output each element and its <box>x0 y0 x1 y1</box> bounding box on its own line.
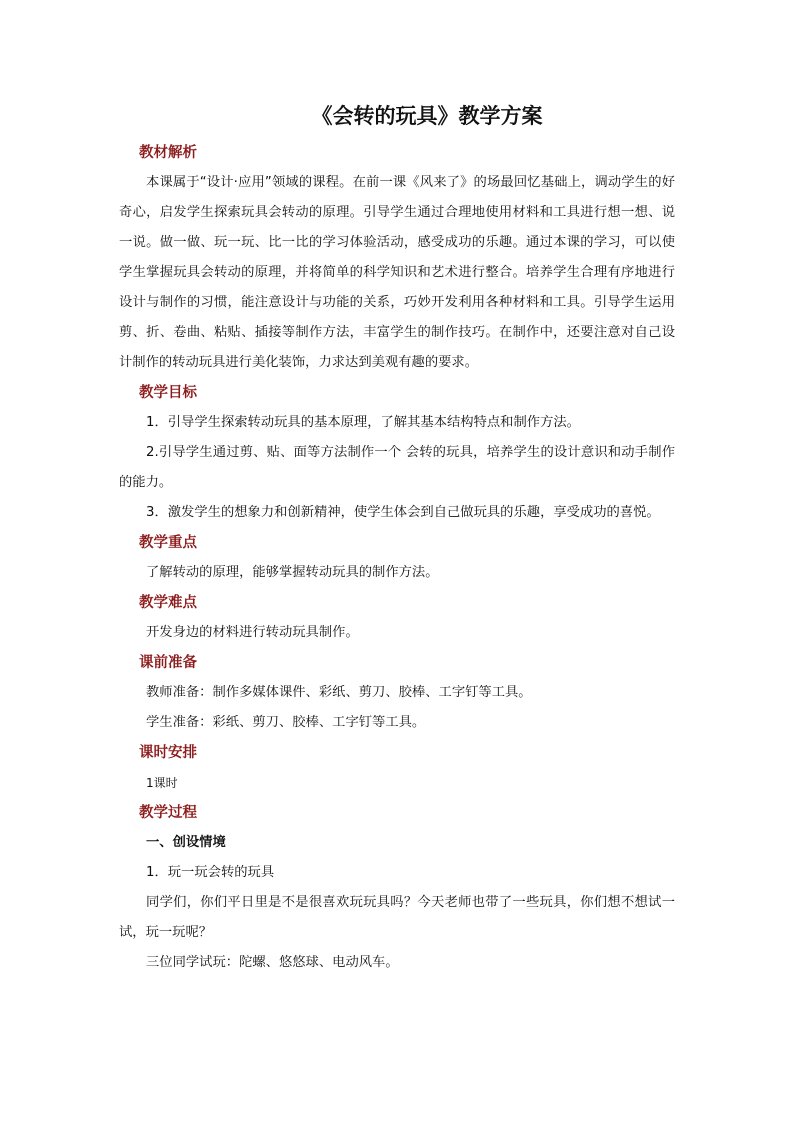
goal-item-1: 1．引导学生探索转动玩具的基本原理，了解其基本结构特点和制作方法。 <box>146 415 580 430</box>
heading-difficulties: 教学难点 <box>139 595 197 611</box>
paragraph-teacher-prep: 教师准备：制作多媒体课件、彩纸、剪刀、胶棒、工字钉等工具。 <box>146 685 532 700</box>
paragraph-schedule: 1课时 <box>146 776 178 790</box>
goal-item-2: 2.引导学生通过剪、贴、面等方法制作一个 会转的玩具，培养学生的设计意识和动手制作的能力。 <box>119 445 675 490</box>
subheading-create-scene: 一、创设情境 <box>146 835 226 850</box>
paragraph-student-prep: 学生准备：彩纸、剪刀、胶棒、工字钉等工具。 <box>146 715 426 730</box>
heading-textbook-analysis: 教材解析 <box>139 145 197 161</box>
paragraph-difficulties: 开发身边的材料进行转动玩具制作。 <box>146 625 359 640</box>
heading-teaching-goals: 教学目标 <box>139 385 197 401</box>
document-title: 《会转的玩具》教学方案 <box>311 103 543 128</box>
document-body <box>119 138 675 978</box>
paragraph-process-2: 三位同学试玩：陀螺、悠悠球、电动风车。 <box>146 955 399 970</box>
heading-key-points: 教学重点 <box>139 535 197 551</box>
paragraph-key-points: 了解转动的原理，能够掌握转动玩具的制作方法。 <box>146 565 439 580</box>
heading-process: 教学过程 <box>139 805 197 821</box>
paragraph-process-1: 同学们，你们平日里是不是很喜欢玩玩具吗？今天老师也带了一些玩具，你们想不想试一试，玩一玩呢？ <box>119 895 675 940</box>
process-item-1: 1．玩一玩会转的玩具 <box>146 865 275 880</box>
heading-schedule: 课时安排 <box>139 745 197 761</box>
paragraph-textbook-analysis: 本课属于“设计·应用”领域的课程。在前一课《风来了》的场最回忆基础上，调动学生的好奇心，启发学生探索玩具会转动的原理。引导学生通过合理地使用材料和工具进行想一想、说一说。做一做、玩一玩、比一比的学习体验活动，感受成功的乐趣。通过本课的学习，可以使学生掌握玩具会转动的原理，并将简单的科学知识和艺术进行整合。培养学生合理有序地进行设计与制作的习惯，能注意设计与功能的关系，巧妙开发利用各种材料和工具。引导学生运用剪、折、卷曲、粘贴、插接等制作方法，丰富学生的制作技巧。在制作中，还要注意对自己设计制作的转动玩具进行美化装饰，力求达到美观有趣的要求。 <box>119 175 675 370</box>
heading-preparation: 课前准备 <box>139 655 197 671</box>
goal-item-3: 3．激发学生的想象力和创新精神，使学生体会到自己做玩具的乐趣，享受成功的喜悦。 <box>146 505 660 520</box>
